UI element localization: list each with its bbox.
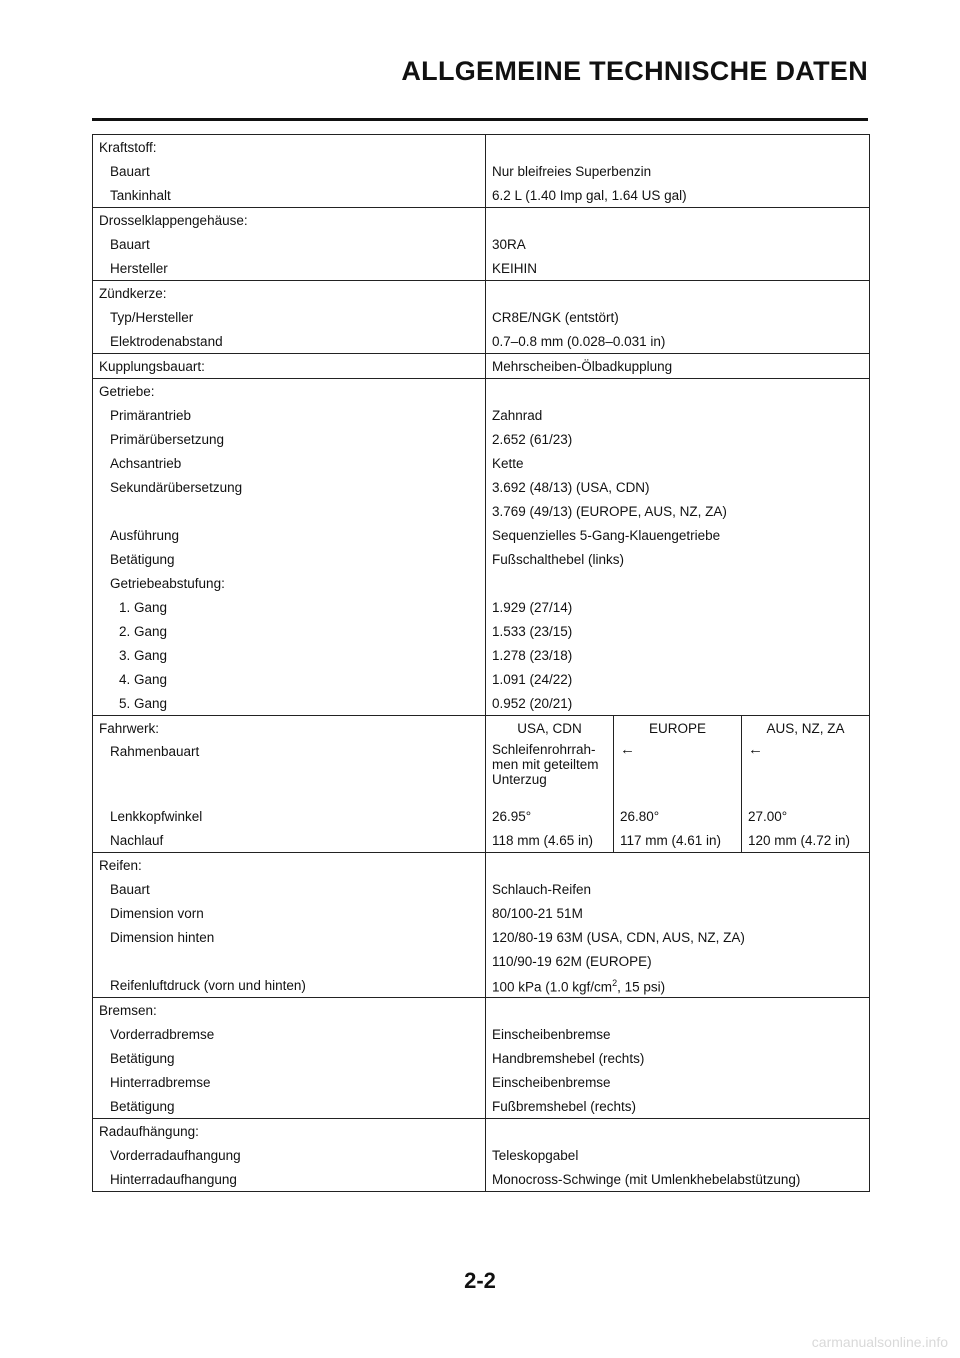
spec-row <box>93 499 870 523</box>
spec-row <box>93 329 870 354</box>
column-header-aus-nz-za: AUS, NZ, ZA <box>742 716 870 741</box>
section-fahrwerk <box>93 716 870 741</box>
section-kupplung <box>93 354 870 379</box>
gear-value: 1.278 (23/18) <box>486 643 870 667</box>
spec-value: Sequenzielles 5-Gang-Klauengetriebe <box>486 523 870 547</box>
spec-label: Betätigung <box>93 1094 486 1119</box>
spec-label: Bauart <box>93 877 486 901</box>
spec-value: Mehrscheiben-Ölbadkupplung <box>486 354 870 379</box>
spec-row <box>93 1167 870 1192</box>
gear-row <box>93 595 870 619</box>
spec-label: Primärantrieb <box>93 403 486 427</box>
spec-value-usa-cdn: 26.95° <box>486 804 614 828</box>
spec-label: Achsantrieb <box>93 451 486 475</box>
spec-value: 120/80-19 63M (USA, CDN, AUS, NZ, ZA) <box>486 925 870 949</box>
section-title: Reifen: <box>93 853 486 878</box>
same-as-left-arrow-icon: ← <box>742 740 870 804</box>
spec-label: Bauart <box>93 159 486 183</box>
spec-row <box>93 973 870 998</box>
spec-label: Primärübersetzung <box>93 427 486 451</box>
section-title: Fahrwerk: <box>93 716 486 741</box>
spec-value: Monocross-Schwinge (mit Umlenkhebelabstützung) <box>486 1167 870 1192</box>
page-title: ALLGEMEINE TECHNISCHE DATEN <box>401 56 868 86</box>
spec-row <box>93 1046 870 1070</box>
same-as-left-arrow-icon: ← <box>614 740 742 804</box>
spec-row <box>93 1022 870 1046</box>
gear-label: 2. Gang <box>93 619 486 643</box>
spec-value: 3.769 (49/13) (EUROPE, AUS, NZ, ZA) <box>486 499 870 523</box>
spec-row <box>93 547 870 571</box>
spec-value: Teleskopgabel <box>486 1143 870 1167</box>
spec-row <box>93 523 870 547</box>
spec-row-nachlauf <box>93 828 870 853</box>
spec-row <box>93 925 870 949</box>
gear-label: 4. Gang <box>93 667 486 691</box>
spec-row <box>93 403 870 427</box>
spec-label: Hinterradbremse <box>93 1070 486 1094</box>
section-getriebe <box>93 379 870 404</box>
section-drossel <box>93 208 870 233</box>
section-title: Kraftstoff: <box>93 135 486 160</box>
spec-value: Handbremshebel (rechts) <box>486 1046 870 1070</box>
gear-label: 1. Gang <box>93 595 486 619</box>
spec-value-aus-nz-za: 120 mm (4.72 in) <box>742 828 870 853</box>
page-number: 2-2 <box>464 1268 496 1293</box>
spec-value: Kette <box>486 451 870 475</box>
spec-value: 30RA <box>486 232 870 256</box>
spec-value: Schlauch-Reifen <box>486 877 870 901</box>
spec-label <box>93 949 486 973</box>
spec-value: CR8E/NGK (entstört) <box>486 305 870 329</box>
spec-label: Typ/Hersteller <box>93 305 486 329</box>
spec-label: Betätigung <box>93 547 486 571</box>
gear-label: 5. Gang <box>93 691 486 716</box>
title-rule <box>92 118 868 121</box>
gear-row <box>93 691 870 716</box>
spec-row <box>93 305 870 329</box>
spec-value: 2.652 (61/23) <box>486 427 870 451</box>
spec-row <box>93 1070 870 1094</box>
spec-label: Vorderradaufhangung <box>93 1143 486 1167</box>
section-title: Zündkerze: <box>93 281 486 306</box>
spec-row <box>93 256 870 281</box>
spec-label: Bauart <box>93 232 486 256</box>
section-title: Kupplungsbauart: <box>93 354 486 379</box>
spec-row <box>93 901 870 925</box>
spec-value: Zahnrad <box>486 403 870 427</box>
spec-row <box>93 183 870 208</box>
spec-value <box>486 973 870 998</box>
spec-value-aus-nz-za: 27.00° <box>742 804 870 828</box>
section-title: Getriebe: <box>93 379 486 404</box>
spec-row <box>93 427 870 451</box>
watermark: carmanualsonline.info <box>811 1334 948 1350</box>
spec-label: Ausführung <box>93 523 486 547</box>
spec-label: Lenkkopfwinkel <box>93 804 486 828</box>
spec-label <box>93 499 486 523</box>
gear-row <box>93 643 870 667</box>
spec-label: Elektrodenabstand <box>93 329 486 354</box>
spec-row <box>93 159 870 183</box>
spec-value: 6.2 L (1.40 Imp gal, 1.64 US gal) <box>486 183 870 208</box>
spec-value: Fußbremshebel (rechts) <box>486 1094 870 1119</box>
spec-value: Fußschalthebel (links) <box>486 547 870 571</box>
gear-row <box>93 667 870 691</box>
value-part: 100 kPa (1.0 kgf/cm <box>492 979 613 995</box>
gear-value: 0.952 (20/21) <box>486 691 870 716</box>
spec-label: Rahmenbauart <box>93 740 486 804</box>
spec-value: 80/100-21 51M <box>486 901 870 925</box>
spec-row <box>93 451 870 475</box>
spec-row <box>93 877 870 901</box>
spec-label: Betätigung <box>93 1046 486 1070</box>
subsection-title: Getriebeabstufung: <box>93 571 486 595</box>
section-title: Drosselklappengehäuse: <box>93 208 486 233</box>
spec-value: Nur bleifreies Superbenzin <box>486 159 870 183</box>
spec-row <box>93 1094 870 1119</box>
section-zuendkerze <box>93 281 870 306</box>
spec-label: Vorderradbremse <box>93 1022 486 1046</box>
spec-row-rahmen <box>93 740 870 804</box>
column-header-europe: EUROPE <box>614 716 742 741</box>
section-kraftstoff <box>93 135 870 160</box>
spec-value-europe: 26.80° <box>614 804 742 828</box>
spec-label: Hinterradaufhangung <box>93 1167 486 1192</box>
spec-row <box>93 475 870 499</box>
gear-label: 3. Gang <box>93 643 486 667</box>
spec-row <box>93 232 870 256</box>
spec-value: 0.7–0.8 mm (0.028–0.031 in) <box>486 329 870 354</box>
column-header-usa-cdn: USA, CDN <box>486 716 614 741</box>
spec-row <box>93 1143 870 1167</box>
spec-label: Tankinhalt <box>93 183 486 208</box>
gear-value: 1.929 (27/14) <box>486 595 870 619</box>
gear-value: 1.533 (23/15) <box>486 619 870 643</box>
spec-value-usa-cdn: Schleifenrohrrah-men mit geteiltem Unterzug <box>486 740 614 804</box>
section-title: Bremsen: <box>93 998 486 1023</box>
spec-table <box>92 134 870 1192</box>
spec-row <box>93 571 870 595</box>
spec-value: Einscheibenbremse <box>486 1070 870 1094</box>
spec-value: 110/90-19 62M (EUROPE) <box>486 949 870 973</box>
section-bremsen <box>93 998 870 1023</box>
section-title: Radaufhängung: <box>93 1119 486 1144</box>
spec-label: Nachlauf <box>93 828 486 853</box>
gear-value: 1.091 (24/22) <box>486 667 870 691</box>
spec-value: Einscheibenbremse <box>486 1022 870 1046</box>
gear-row <box>93 619 870 643</box>
spec-label: Sekundärübersetzung <box>93 475 486 499</box>
spec-label: Hersteller <box>93 256 486 281</box>
spec-value-europe: 117 mm (4.61 in) <box>614 828 742 853</box>
value-part: , 15 psi) <box>617 979 666 995</box>
spec-row <box>93 949 870 973</box>
spec-label: Dimension vorn <box>93 901 486 925</box>
spec-value: 3.692 (48/13) (USA, CDN) <box>486 475 870 499</box>
spec-value-usa-cdn: 118 mm (4.65 in) <box>486 828 614 853</box>
spec-row-lenkkopf <box>93 804 870 828</box>
superscript: 2 <box>612 977 618 988</box>
section-radaufhaengung <box>93 1119 870 1144</box>
spec-value: KEIHIN <box>486 256 870 281</box>
spec-label: Reifenluftdruck (vorn und hinten) <box>93 973 486 998</box>
spec-label: Dimension hinten <box>93 925 486 949</box>
section-reifen <box>93 853 870 878</box>
